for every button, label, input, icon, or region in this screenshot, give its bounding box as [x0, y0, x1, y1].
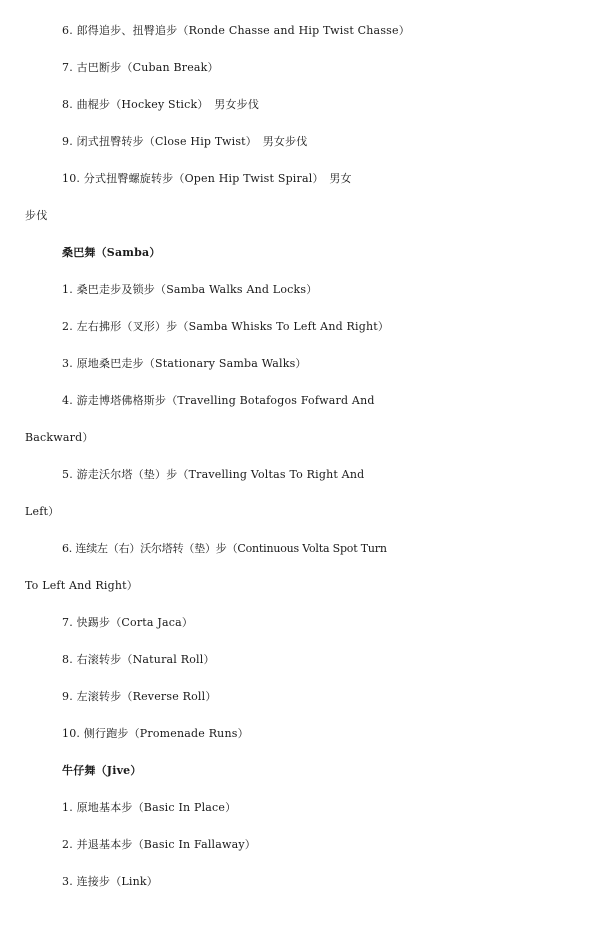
list-item: 2. 左右拂形（叉形）步（Samba Whisks To Left And Right）	[62, 320, 390, 333]
list-item: 10. 分式扭臀螺旋转步（Open Hip Twist Spiral） 男女	[62, 172, 352, 185]
list-item-continuation: 步伐	[25, 209, 48, 222]
list-item: 3. 原地桑巴走步（Stationary Samba Walks）	[62, 357, 307, 370]
list-item: 9. 左滚转步（Reverse Roll）	[62, 690, 217, 703]
list-item-continuation: Backward）	[25, 431, 94, 444]
list-item: 1. 原地基本步（Basic In Place）	[62, 801, 237, 814]
list-item: 4. 游走博塔佛格斯步（Travelling Botafogos Fofward And	[62, 394, 375, 407]
list-item-continuation: Left）	[25, 505, 60, 518]
list-item: 8. 右滚转步（Natural Roll）	[62, 653, 215, 666]
list-item: 8. 曲棍步（Hockey Stick） 男女步伐	[62, 98, 260, 111]
list-item: 6. 郎得追步、扭臀追步（Ronde Chasse and Hip Twist Chasse）	[62, 24, 410, 37]
list-item: 6. 连续左（右）沃尔塔转（垫）步（Continuous Volta Spot Turn	[62, 542, 387, 555]
section-heading-samba: 桑巴舞（Samba）	[62, 246, 161, 259]
list-item: 10. 侧行跑步（Promenade Runs）	[62, 727, 249, 740]
list-item: 1. 桑巴走步及锁步（Samba Walks And Locks）	[62, 283, 318, 296]
list-item: 5. 游走沃尔塔（垫）步（Travelling Voltas To Right And	[62, 468, 365, 481]
list-item: 9. 闭式扭臀转步（Close Hip Twist） 男女步伐	[62, 135, 308, 148]
section-heading-jive: 牛仔舞（Jive）	[62, 764, 142, 777]
list-item: 3. 连接步（Link）	[62, 875, 158, 888]
list-item: 7. 古巴断步（Cuban Break）	[62, 61, 219, 74]
list-item: 2. 并退基本步（Basic In Fallaway）	[62, 838, 257, 851]
list-item: 7. 快踢步（Corta Jaca）	[62, 616, 194, 629]
list-item-continuation: To Left And Right）	[25, 579, 138, 592]
